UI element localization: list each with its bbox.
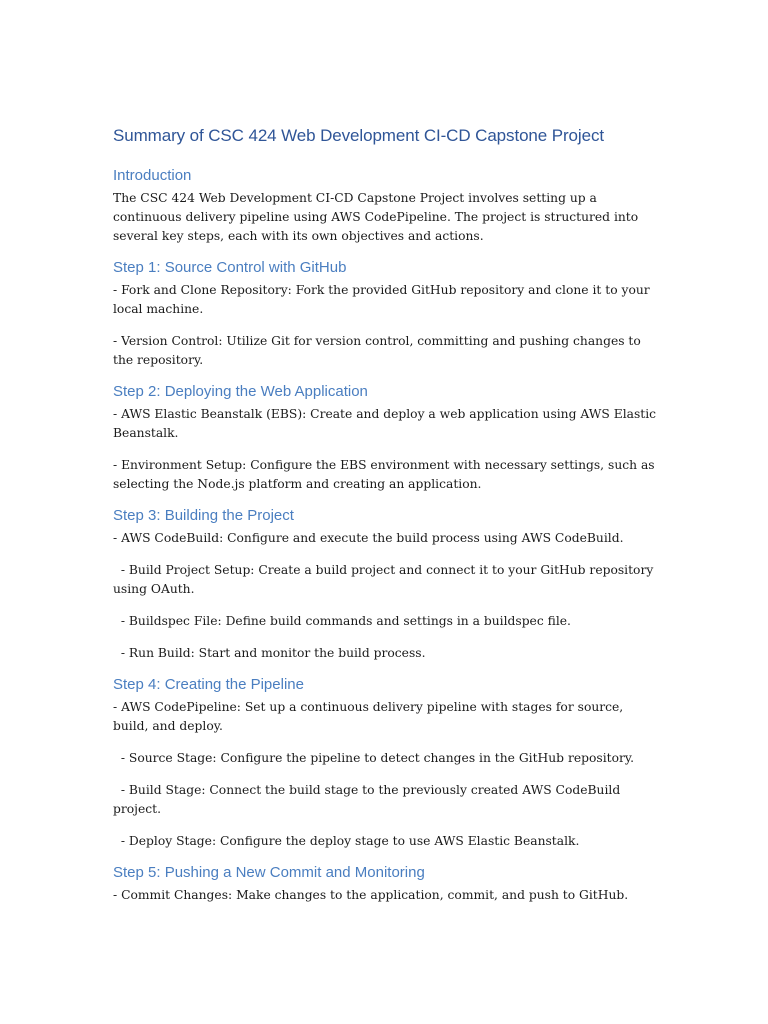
- section-heading: Step 4: Creating the Pipeline: [113, 676, 304, 693]
- section-step-2: [113, 382, 658, 494]
- section-heading: Step 1: Source Control with GitHub: [113, 259, 347, 276]
- section-heading: Step 2: Deploying the Web Application: [113, 383, 368, 400]
- paragraph: - Source Stage: Configure the pipeline to detect changes in the GitHub repository.: [113, 751, 635, 765]
- section-heading: Introduction: [113, 167, 192, 184]
- section-heading: Step 3: Building the Project: [113, 507, 294, 524]
- paragraph: The CSC 424 Web Development CI-CD Capstone Project involves setting up a continuous delivery pipeline using AWS CodePipeline. The project is structured into several key steps, each with its own objectives and actions.: [113, 191, 643, 243]
- document-content: [113, 124, 658, 917]
- section-step-4: [113, 675, 658, 851]
- section-step-1: [113, 258, 658, 370]
- paragraph: - Buildspec File: Define build commands and settings in a buildspec file.: [113, 614, 571, 628]
- section-introduction: [113, 166, 658, 246]
- paragraph: - Version Control: Utilize Git for version control, committing and pushing changes to the repository.: [113, 334, 645, 367]
- section-step-3: [113, 506, 658, 663]
- paragraph: - AWS CodePipeline: Set up a continuous delivery pipeline with stages for source, build, and deploy.: [113, 700, 628, 733]
- paragraph: - Environment Setup: Configure the EBS environment with necessary settings, such as selecting the Node.js platform and creating an application.: [113, 458, 659, 491]
- paragraph: - Build Project Setup: Create a build project and connect it to your GitHub repository using OAuth.: [113, 563, 658, 596]
- paragraph: - Deploy Stage: Configure the deploy stage to use AWS Elastic Beanstalk.: [113, 834, 580, 848]
- paragraph: - Run Build: Start and monitor the build process.: [113, 646, 426, 660]
- section-step-5: [113, 863, 658, 905]
- paragraph: - AWS CodeBuild: Configure and execute the build process using AWS CodeBuild.: [113, 531, 624, 545]
- paragraph: - Fork and Clone Repository: Fork the provided GitHub repository and clone it to your local machine.: [113, 283, 654, 316]
- section-heading: Step 5: Pushing a New Commit and Monitoring: [113, 864, 425, 881]
- paragraph: - Build Stage: Connect the build stage to the previously created AWS CodeBuild project.: [113, 783, 625, 816]
- paragraph: - Commit Changes: Make changes to the application, commit, and push to GitHub.: [113, 888, 629, 902]
- document-title: Summary of CSC 424 Web Development CI-CD Capstone Project: [113, 126, 604, 145]
- paragraph: - AWS Elastic Beanstalk (EBS): Create and deploy a web application using AWS Elastic Beanstalk.: [113, 407, 660, 440]
